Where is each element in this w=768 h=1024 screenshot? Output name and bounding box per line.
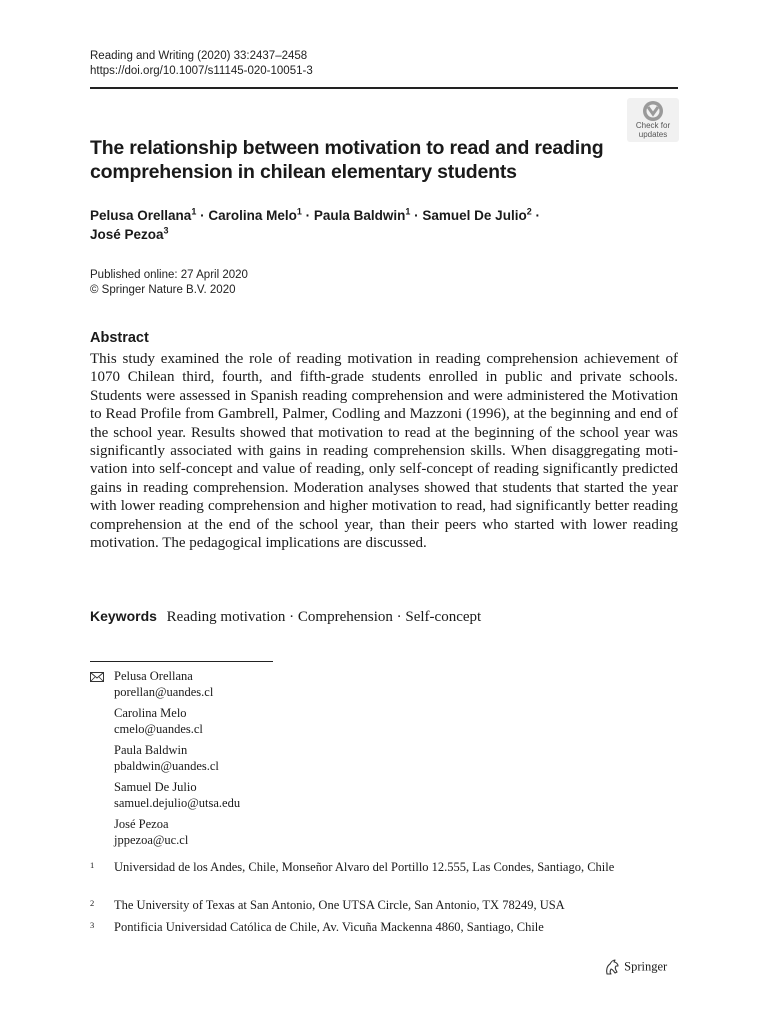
keywords-heading: Keywords xyxy=(90,608,157,624)
author[interactable]: Pelusa Orellana$^1$ xyxy=(90,206,197,223)
article-title: The relationship between motivation to read and reading comprehension in chilean elementary students xyxy=(90,137,604,183)
copyright: © Springer Nature B.V. 2020 xyxy=(90,284,236,296)
check-for-updates-label: Check for updates xyxy=(635,121,671,139)
affiliation-number: 3 xyxy=(90,920,95,930)
publisher-name: Springer xyxy=(624,959,668,974)
contact-email[interactable]: jppezoa@uc.cl xyxy=(114,832,189,847)
abstract-text: This study examined the role of reading motivation in reading comprehension achievement of 1070 Chilean third, fourth, and fifth-grade students enrolled in public and private schools. Students were assessed in Spanish reading comprehension and were administered the Motivation to Read Profile from Gambrell, Palmer, Codling and Mazzoni (1996), at the beginning and end of the school year. Results showed that motivation to read at the beginning of the school year was significantly associated with gains in reading comprehension skills. When disaggregating motivation into self-concept and value of reading, only self-concept of reading significantly predicted gains in reading comprehension. Moderation analyses showed that students that started the year with lower reading comprehension and higher motivation to read, had significantly better reading comprehension at the end of the school year, than their peers who started with lower reading motivation. The pedagogical implications are discussed. xyxy=(90,351,678,552)
journal-header xyxy=(90,49,313,79)
check-for-updates-badge[interactable] xyxy=(627,98,679,142)
contact-email[interactable]: porellan@uandes.cl xyxy=(114,684,214,699)
contact-email[interactable]: cmelo@uandes.cl xyxy=(114,721,203,736)
journal-citation: Reading and Writing (2020) 33:2437–2458 xyxy=(90,50,308,62)
published-date: Published online: 27 April 2020 xyxy=(90,269,248,281)
affiliation-text: The University of Texas at San Antonio, One UTSA Circle, San Antonio, TX 78249, USA xyxy=(114,898,565,912)
contact-name: Carolina Melo xyxy=(114,706,187,720)
contact-item xyxy=(114,669,240,700)
contact-list xyxy=(114,669,240,854)
keywords-list: Reading motivation · Comprehension · Self-concept xyxy=(166,609,482,625)
affiliation-number: 2 xyxy=(90,898,95,908)
contact-item xyxy=(114,706,240,737)
contact-item xyxy=(114,743,240,774)
publication-info xyxy=(90,268,248,298)
contact-name: Samuel De Julio xyxy=(114,780,197,794)
contact-item xyxy=(114,780,240,811)
publisher-logo xyxy=(603,958,667,976)
keywords xyxy=(90,608,481,626)
affiliation-number: 1 xyxy=(90,860,95,870)
author[interactable]: Samuel De Julio$^2$ xyxy=(422,206,532,223)
author[interactable]: Carolina Melo$^1$ xyxy=(208,206,302,223)
envelope-icon xyxy=(90,672,104,682)
contact-email[interactable]: samuel.dejulio@utsa.edu xyxy=(114,795,241,810)
footnote-rule xyxy=(90,661,273,662)
affiliation-text: Universidad de los Andes, Chile, Monseñor Alvaro del Portillo 12.555, Las Condes, Santiago, Chile xyxy=(114,860,615,874)
affiliation-text: Pontificia Universidad Católica de Chile, Av. Vicuña Mackenna 4860, Santiago, Chile xyxy=(114,920,544,934)
contact-item xyxy=(114,817,240,848)
abstract-heading: Abstract xyxy=(90,330,149,346)
author[interactable]: Paula Baldwin$^1$ xyxy=(313,206,411,223)
header-rule xyxy=(90,87,678,89)
contact-name: Paula Baldwin xyxy=(114,743,188,757)
contact-name: José Pezoa xyxy=(114,817,169,831)
doi-link[interactable]: https://doi.org/10.1007/s11145-020-10051-3 xyxy=(90,65,313,77)
contact-email[interactable]: pbaldwin@uandes.cl xyxy=(114,758,219,773)
author[interactable]: José Pezoa$^3$ xyxy=(90,225,169,242)
springer-horse-icon xyxy=(603,958,621,976)
author-list: Pelusa Orellana$^1$ · Carolina Melo$^1$ · Paula Baldwin$^1$ · Samuel De Julio$^2$ · José Pezoa$^3$ xyxy=(90,206,540,242)
contact-name: Pelusa Orellana xyxy=(114,669,193,683)
